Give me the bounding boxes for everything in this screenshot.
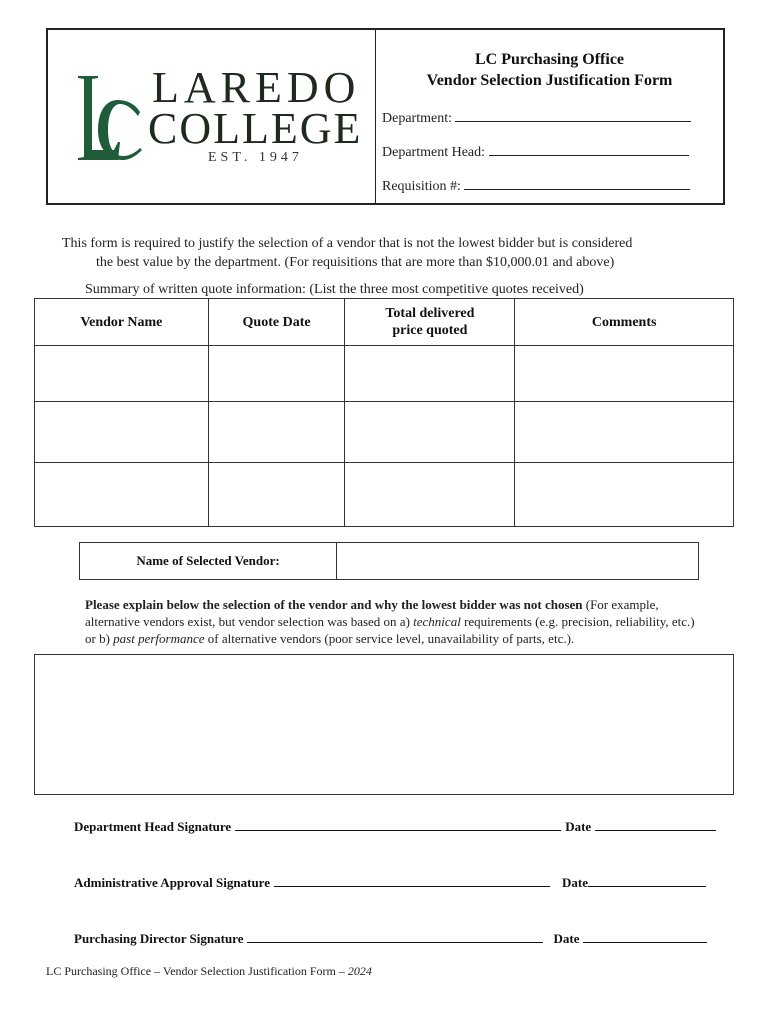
admin-signature-field[interactable] <box>274 876 550 887</box>
quote-date-header: Quote Date <box>208 299 345 346</box>
table-row <box>35 463 734 527</box>
selected-vendor-row <box>79 542 699 580</box>
office-name: LC Purchasing Office <box>474 51 625 68</box>
dept-head-signature-line <box>74 819 720 835</box>
admin-signature-label: Administrative Approval Signature <box>74 875 270 890</box>
explanation-instructions <box>85 596 705 647</box>
vendor-name-cell[interactable] <box>35 463 209 527</box>
department-head-input-line[interactable] <box>489 144 689 156</box>
quote-date-cell[interactable] <box>208 463 345 527</box>
department-input-line[interactable] <box>455 110 691 122</box>
lc-monogram-icon <box>68 68 146 168</box>
logo-laredo-text: LAREDO <box>152 63 361 112</box>
director-date-label: Date <box>553 931 580 946</box>
explanation-part-2: requirements (e.g. precision, reliability, etc.) or b) <box>85 614 695 646</box>
admin-signature-line <box>74 875 710 891</box>
department-field[interactable] <box>382 110 691 127</box>
dept-head-signature-field[interactable] <box>235 820 561 831</box>
total-price-cell[interactable] <box>345 463 515 527</box>
form-header <box>46 28 725 205</box>
form-title-block <box>376 49 723 91</box>
dept-head-signature-label: Department Head Signature <box>74 819 232 834</box>
quotes-header-row <box>35 299 734 346</box>
explanation-field[interactable] <box>34 654 734 795</box>
explanation-part-1: (For example, alternative vendors exist, but vendor selection was based on a) <box>85 597 659 629</box>
requisition-label: Requisition #: <box>382 179 461 194</box>
dept-head-date-field[interactable] <box>595 820 716 831</box>
director-signature-label: Purchasing Director Signature <box>74 931 244 946</box>
selected-vendor-field[interactable] <box>337 543 698 579</box>
requisition-input-line[interactable] <box>464 178 690 190</box>
logo-established: EST. 1947 <box>208 150 303 165</box>
intro-text <box>62 234 702 272</box>
footer-text: LC Purchasing Office – Vendor Selection Justification Form – <box>46 964 348 978</box>
quote-date-cell[interactable] <box>208 346 345 402</box>
selected-vendor-label: Name of Selected Vendor: <box>80 543 337 579</box>
department-head-field[interactable] <box>382 144 689 161</box>
total-price-header <box>345 299 515 346</box>
dept-head-date-label: Date <box>565 819 592 834</box>
comments-cell[interactable] <box>515 463 734 527</box>
director-signature-line <box>74 931 711 947</box>
logo-college-text: COLLEGE <box>148 104 363 153</box>
admin-date-field[interactable] <box>588 876 706 887</box>
explanation-part-3: of alternative vendors (poor service level, unavailability of parts, etc.). <box>204 631 575 646</box>
intro-line-1: This form is required to justify the selection of a vendor that is not the lowest bidder but is considered <box>62 236 633 251</box>
vendor-name-header: Vendor Name <box>35 299 209 346</box>
quote-date-cell[interactable] <box>208 402 345 463</box>
explanation-prompt: Please explain below the selection of the vendor and why the lowest bidder was not chosen <box>85 597 583 612</box>
director-signature-field[interactable] <box>247 932 543 943</box>
summary-label: Summary of written quote information: (List the three most competitive quotes received) <box>85 282 584 297</box>
admin-date-label: Date <box>561 875 588 890</box>
comments-cell[interactable] <box>515 346 734 402</box>
explanation-technical: technical <box>413 614 461 629</box>
page-footer <box>46 964 372 979</box>
table-row <box>35 346 734 402</box>
intro-line-2: the best value by the department. (For requisitions that are more than $10,000.01 and above) <box>96 255 615 270</box>
department-label: Department: <box>382 111 452 126</box>
header-info <box>376 30 723 203</box>
total-price-header-text: Total delivered price quoted <box>385 306 475 338</box>
college-logo <box>48 30 376 203</box>
total-price-cell[interactable] <box>345 346 515 402</box>
vendor-name-cell[interactable] <box>35 346 209 402</box>
explanation-past-performance: past performance <box>113 631 205 646</box>
comments-header: Comments <box>515 299 734 346</box>
quotes-table <box>34 298 734 527</box>
form-title: Vendor Selection Justification Form <box>426 72 673 89</box>
total-price-cell[interactable] <box>345 402 515 463</box>
footer-year: 2024 <box>347 964 372 978</box>
table-row <box>35 402 734 463</box>
comments-cell[interactable] <box>515 402 734 463</box>
department-head-label: Department Head: <box>382 145 486 160</box>
director-date-field[interactable] <box>583 932 707 943</box>
requisition-field[interactable] <box>382 178 690 195</box>
vendor-name-cell[interactable] <box>35 402 209 463</box>
